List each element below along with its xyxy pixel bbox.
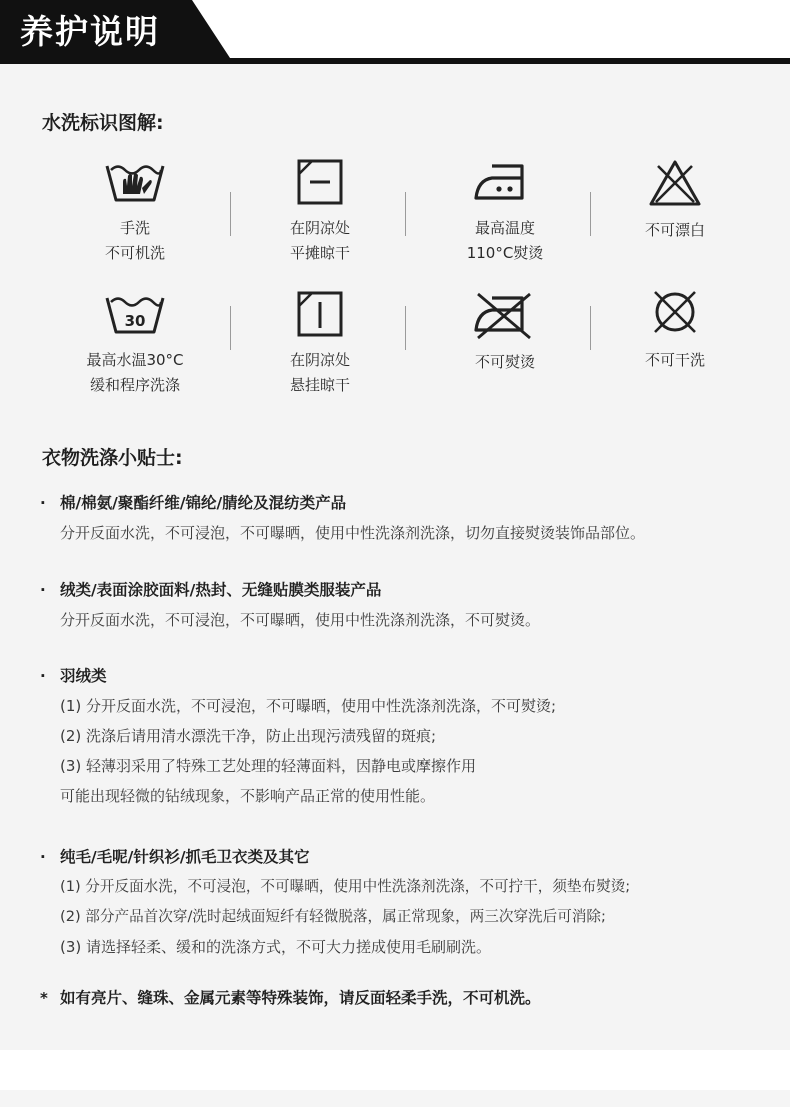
wash-icon-cell — [240, 158, 400, 266]
icon-label-line: 平摊晾干 — [289, 244, 350, 262]
separator — [230, 192, 231, 236]
tip-line: 分开反面水洗，不可浸泡，不可曝晒，使用中性洗涤剂洗涤，不可熨烫。 — [60, 611, 541, 629]
tip-line: (1) 分开反面水洗，不可浸泡，不可曝晒，使用中性洗涤剂洗涤，不可拧干，须垫布熨烫; — [60, 878, 631, 895]
asterisk-marker: * — [40, 989, 48, 1007]
icon-label-line: 最高温度 — [474, 219, 535, 237]
icon-label-line: 不可熨烫 — [474, 353, 535, 371]
tip-item — [40, 488, 770, 548]
bullet-marker: · — [40, 667, 46, 685]
separator — [590, 306, 591, 350]
bullet-marker: · — [40, 494, 46, 512]
icon-label-line: 手洗 — [119, 219, 150, 237]
tip-heading: 羽绒类 — [60, 667, 107, 685]
tip-line: 可能出现轻微的钻绒现象，不影响产品正常的使用性能。 — [60, 787, 436, 805]
tip-line: (3) 轻薄羽采用了特殊工艺处理的轻薄面料，因静电或摩擦作用 — [60, 757, 477, 775]
tip-heading: 棉/棉氨/聚酯纤维/锦纶/腈纶及混纺类产品 — [60, 494, 347, 512]
page-title: 养护说明 — [20, 12, 160, 51]
wash-icon-cell — [55, 290, 215, 398]
icon-label-line: 110°C熨烫 — [466, 244, 544, 262]
tip-heading: 绒类/表面涂胶面料/热封、无缝贴膜类服装产品 — [60, 581, 382, 599]
iron-medium-icon — [472, 158, 538, 206]
tip-heading: 纯毛/毛呢/针织衫/抓毛卫衣类及其它 — [60, 848, 310, 866]
wash-30-icon — [104, 290, 166, 338]
tip-item — [40, 575, 770, 635]
no-dry-clean-icon — [649, 286, 701, 338]
no-bleach-icon — [648, 158, 702, 208]
tip-line: (2) 部分产品首次穿/洗时起绒面短纤有轻微脱落，属正常现象，两三次穿洗后可消除; — [60, 908, 606, 925]
icon-label-line: 不可干洗 — [644, 351, 705, 369]
bullet-marker: · — [40, 848, 46, 866]
wash-icon-cell — [595, 286, 755, 373]
header-band — [0, 0, 790, 64]
bottom-strip — [0, 1090, 790, 1107]
tip-line: (2) 洗涤后请用清水漂洗干净，防止出现污渍残留的斑痕; — [60, 727, 437, 745]
wash-icon-cell — [425, 290, 585, 375]
tip-item — [40, 842, 770, 962]
wash-icon-cell — [595, 158, 755, 243]
wash-icon-cell — [425, 158, 585, 266]
dry-flat-shade-icon — [296, 158, 344, 206]
icon-label-line: 在阴凉处 — [289, 351, 350, 369]
tip-line: (3) 请选择轻柔、缓和的洗涤方式，不可大力搓成使用毛刷刷洗。 — [60, 938, 492, 956]
icon-label-line: 不可漂白 — [644, 221, 705, 239]
separator — [405, 192, 406, 236]
hand-wash-icon — [104, 158, 166, 206]
separator — [230, 306, 231, 350]
wash-temp-label: 30 — [124, 312, 146, 330]
icon-label-line: 不可机洗 — [104, 244, 165, 262]
wash-icon-cell — [55, 158, 215, 266]
drip-dry-shade-icon — [296, 290, 344, 338]
wash-icon-cell — [240, 290, 400, 398]
tips-section-title: 衣物洗涤小贴士: — [42, 447, 183, 469]
icon-label-line: 缓和程序洗涤 — [89, 376, 180, 394]
separator — [405, 306, 406, 350]
wash-section-title: 水洗标识图解: — [42, 112, 164, 134]
no-iron-icon — [472, 290, 538, 340]
icon-label-line: 在阴凉处 — [289, 219, 350, 237]
tip-item-note — [40, 983, 770, 1013]
tip-line: 分开反面水洗，不可浸泡，不可曝晒，使用中性洗涤剂洗涤，切勿直接熨烫装饰品部位。 — [60, 524, 646, 542]
icon-label-line: 悬挂晾干 — [289, 376, 350, 394]
separator — [590, 192, 591, 236]
icon-label-line: 最高水温30°C — [86, 351, 184, 369]
tip-line: (1) 分开反面水洗，不可浸泡，不可曝晒，使用中性洗涤剂洗涤，不可熨烫; — [60, 697, 557, 715]
tip-item — [40, 661, 770, 811]
tip-heading: 如有亮片、缝珠、金属元素等特殊装饰，请反面轻柔手洗，不可机洗。 — [60, 989, 541, 1007]
bullet-marker: · — [40, 581, 46, 599]
